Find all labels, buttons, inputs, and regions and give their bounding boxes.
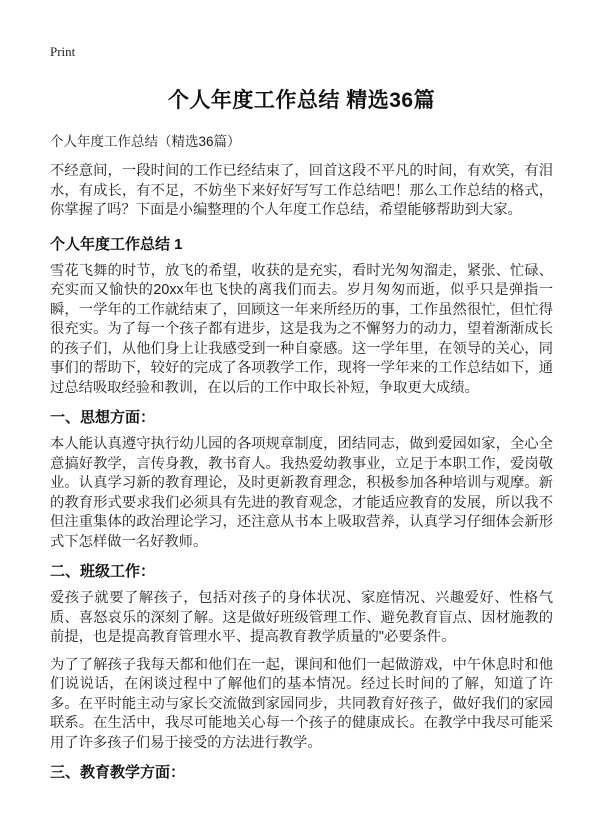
document-title: 个人年度工作总结 精选36篇 [167,89,436,112]
section-heading-thought: 一、思想方面： [50,409,156,426]
document-subtitle: 个人年度工作总结（精选36篇） [50,134,241,149]
body-paragraph: 雪花飞舞的时节，放飞的希望，收获的是充实，看时光匆匆溜走，紧张、忙碌、充实而又愉快的20xx年也飞快的离我们而去。岁月匆匆而逝，似乎只是弹指一瞬，一学年的工作就结束了，回顾这一年来所经历的事，工作虽然很忙，但忙得很充实。为了每一个孩子都有进步，这是我为之不懈努力的动力，望着渐渐成长的孩子们，从他们身上让我感受到一种自豪感。这一学年里，在领导的关心，同事们的帮助下，较好的完成了各项教学工作，现将一学年来的工作总结如下，通过总结吸取经验和教训，在以后的工作中取长补短，争取更大成绩。 [50,262,553,396]
body-paragraph: 爱孩子就要了解孩子，包括对孩子的身体状况、家庭情况、兴趣爱好、性格气质、喜怒哀乐的深刻了解。这是做好班级管理工作、避免教育盲点、因材施教的前提，也是提高教育管理水平、提高教育教学质量的"必要条件。 [50,590,553,645]
body-paragraph: 本人能认真遵守执行幼儿园的各项规章制度，团结同志，做到爱园如家，全心全意搞好教学，言传身教，教书育人。我热爱幼教事业，立足于本职工作，爱岗敬业。认真学习新的教育理论，及时更新教育理念，积极参加各种培训与观摩。新的教育形式要求我们必须具有先进的教育观念，才能适应教育的发展，所以我不但注重集体的政治理论学习，还注意从书本上吸取营养，认真学习仔细体会新形式下怎样做一名好教师。 [50,436,553,550]
body-paragraph: 为了了解孩子我每天都和他们在一起，课间和他们一起做游戏，中午休息时和他们说说话，在闲谈过程中了解他们的基本情况。经过长时间的了解，知道了许多。在平时能主动与家长交流做到家园同步，共同教育好孩子，做好我们的家园联系。在生活中，我尽可能地关心每一个孩子的健康成长。在教学中我尽可能采用了许多孩子们易于接受的方法进行教学。 [50,656,553,751]
intro-paragraph: 不经意间，一段时间的工作已经结束了，回首这段不平凡的时间，有欢笑，有泪水，有成长，有不足，不妨坐下来好好写写工作总结吧！那么工作总结的格式，你掌握了吗？下面是小编整理的个人年度工作总结，希望能够帮助到大家。 [50,163,553,218]
print-button[interactable]: Print [50,44,76,59]
section-heading-teaching: 三、教育教学方面： [50,764,186,781]
section-heading-class-work: 二、班级工作： [50,563,156,580]
entry-heading-1: 个人年度工作总结 1 [50,235,183,253]
